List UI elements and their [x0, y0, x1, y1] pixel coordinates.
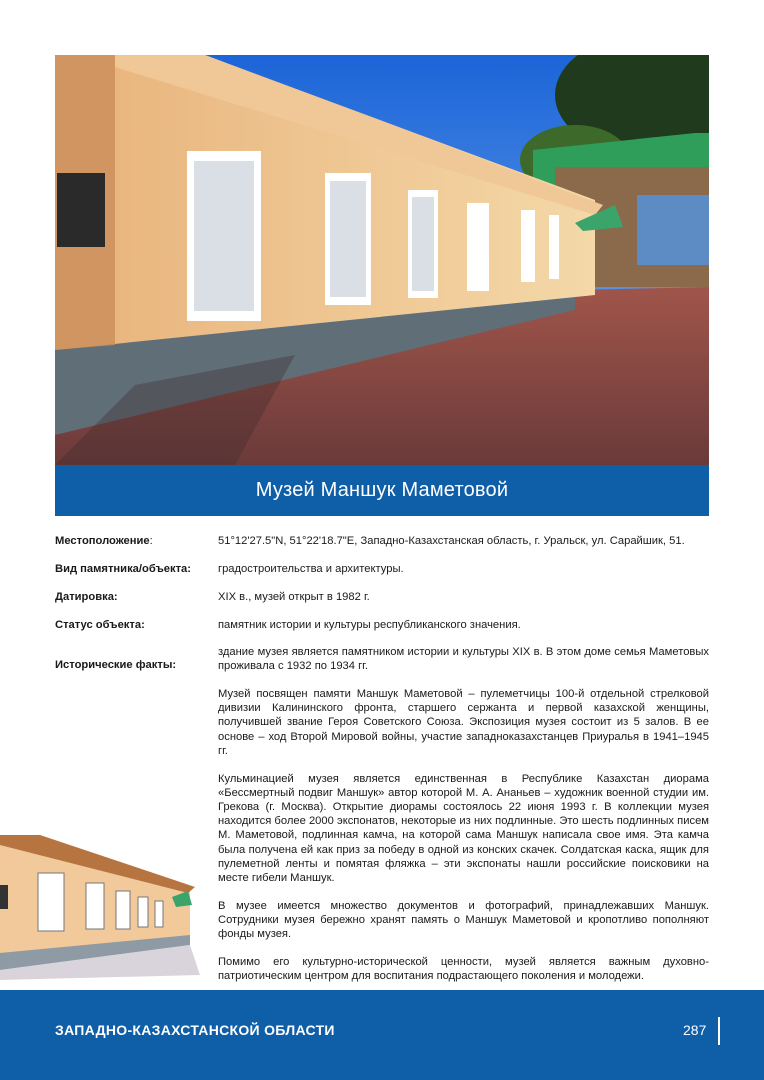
type-label: Вид памятника/объекта: — [55, 563, 191, 575]
footer — [0, 990, 764, 1080]
status-value: памятник истории и культуры республиканского значения. — [218, 619, 521, 631]
status-label: Статус объекта: — [55, 619, 145, 631]
facts-text — [218, 645, 709, 997]
location-value: 51°12'27.5"N, 51°22'18.7"E, Западно-Казахстанская область, г. Уральск, ул. Сарайшик, 51. — [218, 535, 685, 547]
location-label: Местоположение: — [55, 535, 153, 547]
dating-label: Датировка: — [55, 591, 118, 603]
facts-paragraph: Кульминацией музея является единственная в Республике Казахстан диорама «Бессмертный подвиг Маншук» автор которой М. А. Ананьев – художник военной студии им. Грекова (г. Москва). Открытие диорамы состоялось 22 июня 1993 г. В коллекции музея находится более 2000 экспонатов, некоторые из них подлинные. Это шесть подлинных писем М. Маметовой, подлинная камча, на которой сама Маншук написала свое имя. Эта камча была получена ей как приз за победу в одной из конских скачек. Солдатская каска, ящик для пулеметной ленты и помятая фляжка – эти экспонаты нашли российские поисковики на месте гибели Маншук. — [218, 772, 709, 885]
facts-paragraph: Помимо его культурно-исторической ценности, музей является важным духовно-патриотическим центром для воспитания подрастающего поколения и молодежи. — [218, 956, 709, 983]
facts-paragraph: Музей посвящен памяти Маншук Маметовой – пулеметчицы 100-й отдельной стрелковой дивизии Калининского фронта, старшего сержанта и первой казахской женщины, получившей звание Героя Советского Союза. Экспозиция музея состоит из 5 залов. В ее основе – ход Второй Мировой войны, участие западноказахстанцев Приуралья в 1941–1945 гг. — [218, 688, 709, 757]
building-sketch — [0, 835, 200, 980]
footer-divider — [718, 1017, 720, 1045]
museum-photo — [55, 55, 709, 465]
footer-region: ЗАПАДНО-КАЗАХСТАНСКОЙ ОБЛАСТИ — [55, 1022, 335, 1038]
type-value: градостроительства и архитектуры. — [218, 563, 404, 575]
page-title: Музей Маншук Маметовой — [255, 479, 509, 501]
dating-value: XIX в., музей открыт в 1982 г. — [218, 591, 370, 603]
page-number: 287 — [683, 1022, 707, 1038]
title-bar — [55, 465, 709, 516]
facts-paragraph: В музее имеется множество документов и фотографий, принадлежавших Маншук. Сотрудники музея бережно хранят память о Маншук Маметовой и кропотливо пополняют фонды музея. — [218, 899, 709, 941]
facts-paragraph: здание музея является памятником истории и культуры XIX в. В этом доме семья Маметовых проживала с 1932 по 1934 гг. — [218, 646, 709, 673]
facts-label: Исторические факты: — [55, 659, 177, 671]
